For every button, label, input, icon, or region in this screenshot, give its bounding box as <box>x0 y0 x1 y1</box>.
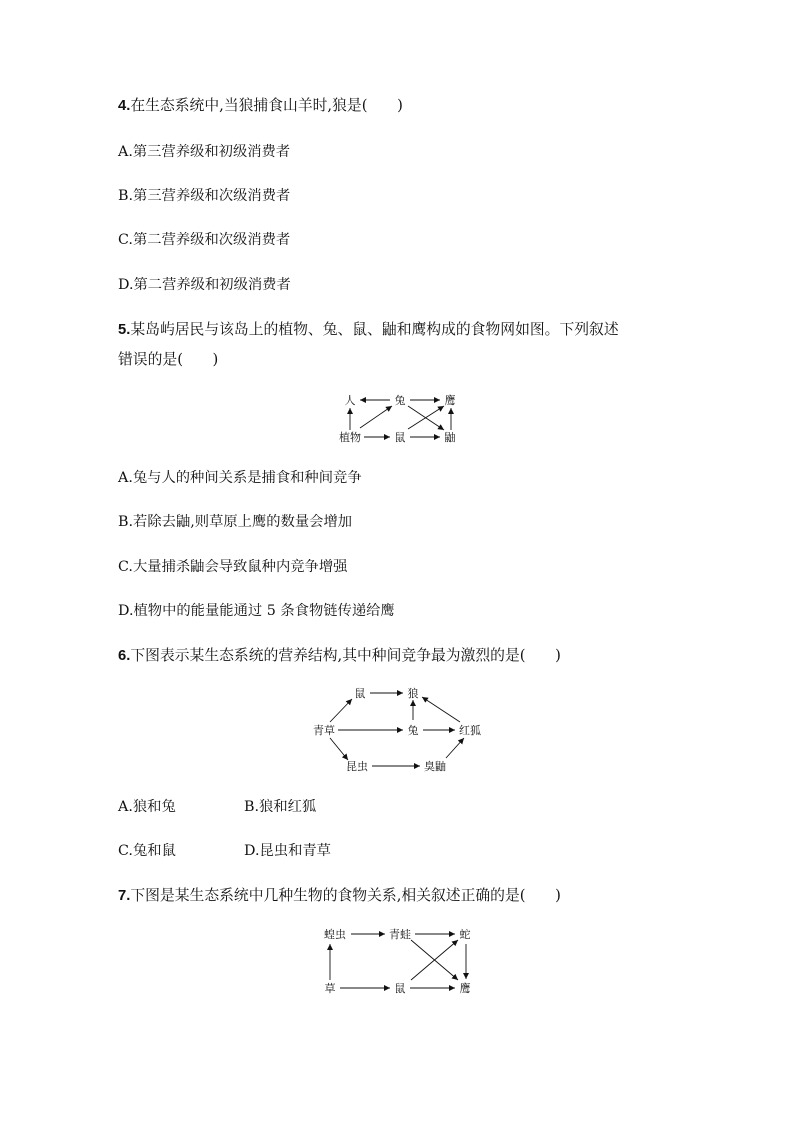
q7-stem <box>118 886 561 906</box>
q6-arrow-qingcao-kunchong <box>330 738 348 760</box>
q5-option-c: C.大量捕杀鼬会导致鼠种内竞争增强 <box>118 559 348 575</box>
q5-food-web-diagram <box>330 388 470 448</box>
q5-option-d: D.植物中的能量能通过 5 条食物链传递给鹰 <box>118 603 395 619</box>
q4-stem-text: 在生态系统中,当狼捕食山羊时,狼是( ) <box>130 97 403 114</box>
q7-node-she: 蛇 <box>459 928 471 941</box>
q5-node-ying: 鹰 <box>444 394 456 407</box>
q6-node-qingcao: 青草 <box>313 724 335 737</box>
q6-arrow-qingcao-shu <box>330 699 352 722</box>
q7-node-huangchong: 蝗虫 <box>324 928 346 941</box>
q4-option-b: B.第三营养级和次级消费者 <box>118 188 291 204</box>
q6-node-chouyou: 臭鼬 <box>424 760 446 773</box>
q4-option-d: D.第二营养级和初级消费者 <box>118 277 291 293</box>
q5-number: 5. <box>118 322 131 338</box>
q6-node-lang: 狼 <box>407 687 419 700</box>
q5-option-a: A.兔与人的种间关系是捕食和种间竞争 <box>118 470 362 486</box>
q5-arrow-zhiwu-tu <box>360 406 392 428</box>
q7-food-web-diagram <box>315 922 485 998</box>
q5-stem-line2: 错误的是( ) <box>118 351 219 368</box>
q6-node-kunchong: 昆虫 <box>346 760 368 773</box>
q6-stem-text: 下图表示某生态系统的营养结构,其中种间竞争最为激烈的是( ) <box>130 647 561 664</box>
q7-node-shu: 鼠 <box>394 982 406 995</box>
q5-node-tu: 兔 <box>394 394 406 407</box>
q5-stem-text-1: 某岛屿居民与该岛上的植物、兔、鼠、鼬和鹰构成的食物网如图。下列叙述 <box>130 321 619 338</box>
q6-food-web-diagram <box>300 682 500 778</box>
q6-node-shu: 鼠 <box>354 687 366 700</box>
q5-option-b: B.若除去鼬,则草原上鹰的数量会增加 <box>118 514 353 530</box>
q5-node-ren: 人 <box>344 394 356 407</box>
q6-number: 6. <box>118 648 131 664</box>
q6-arrow-chouyou-honghu <box>446 738 464 758</box>
q6-node-tu: 兔 <box>407 724 419 737</box>
q4-option-c: C.第二营养级和次级消费者 <box>118 232 291 248</box>
q4-number: 4. <box>118 98 131 114</box>
q6-option-c: C.兔和鼠 <box>118 843 176 859</box>
q4-option-a: A.第三营养级和初级消费者 <box>118 144 291 160</box>
q6-option-a: A.狼和兔 <box>118 799 176 815</box>
q5-stem-line1 <box>118 320 619 340</box>
q6-stem <box>118 646 561 666</box>
q5-node-shu: 鼠 <box>394 431 406 444</box>
q5-node-zhiwu: 植物 <box>339 431 361 444</box>
q6-option-d: D.昆虫和青草 <box>244 843 331 859</box>
q4-stem <box>118 96 403 116</box>
q6-arrow-honghu-lang <box>422 697 460 722</box>
q5-node-you: 鼬 <box>444 431 456 444</box>
q6-node-honghu: 红狐 <box>459 724 481 737</box>
q7-node-ying: 鹰 <box>459 982 471 995</box>
q6-option-b: B.狼和红狐 <box>244 799 317 815</box>
q7-number: 7. <box>118 888 131 904</box>
q7-node-cao: 草 <box>324 982 336 995</box>
q7-node-qingwa: 青蛙 <box>389 928 411 941</box>
q7-stem-text: 下图是某生态系统中几种生物的食物关系,相关叙述正确的是( ) <box>130 887 561 904</box>
